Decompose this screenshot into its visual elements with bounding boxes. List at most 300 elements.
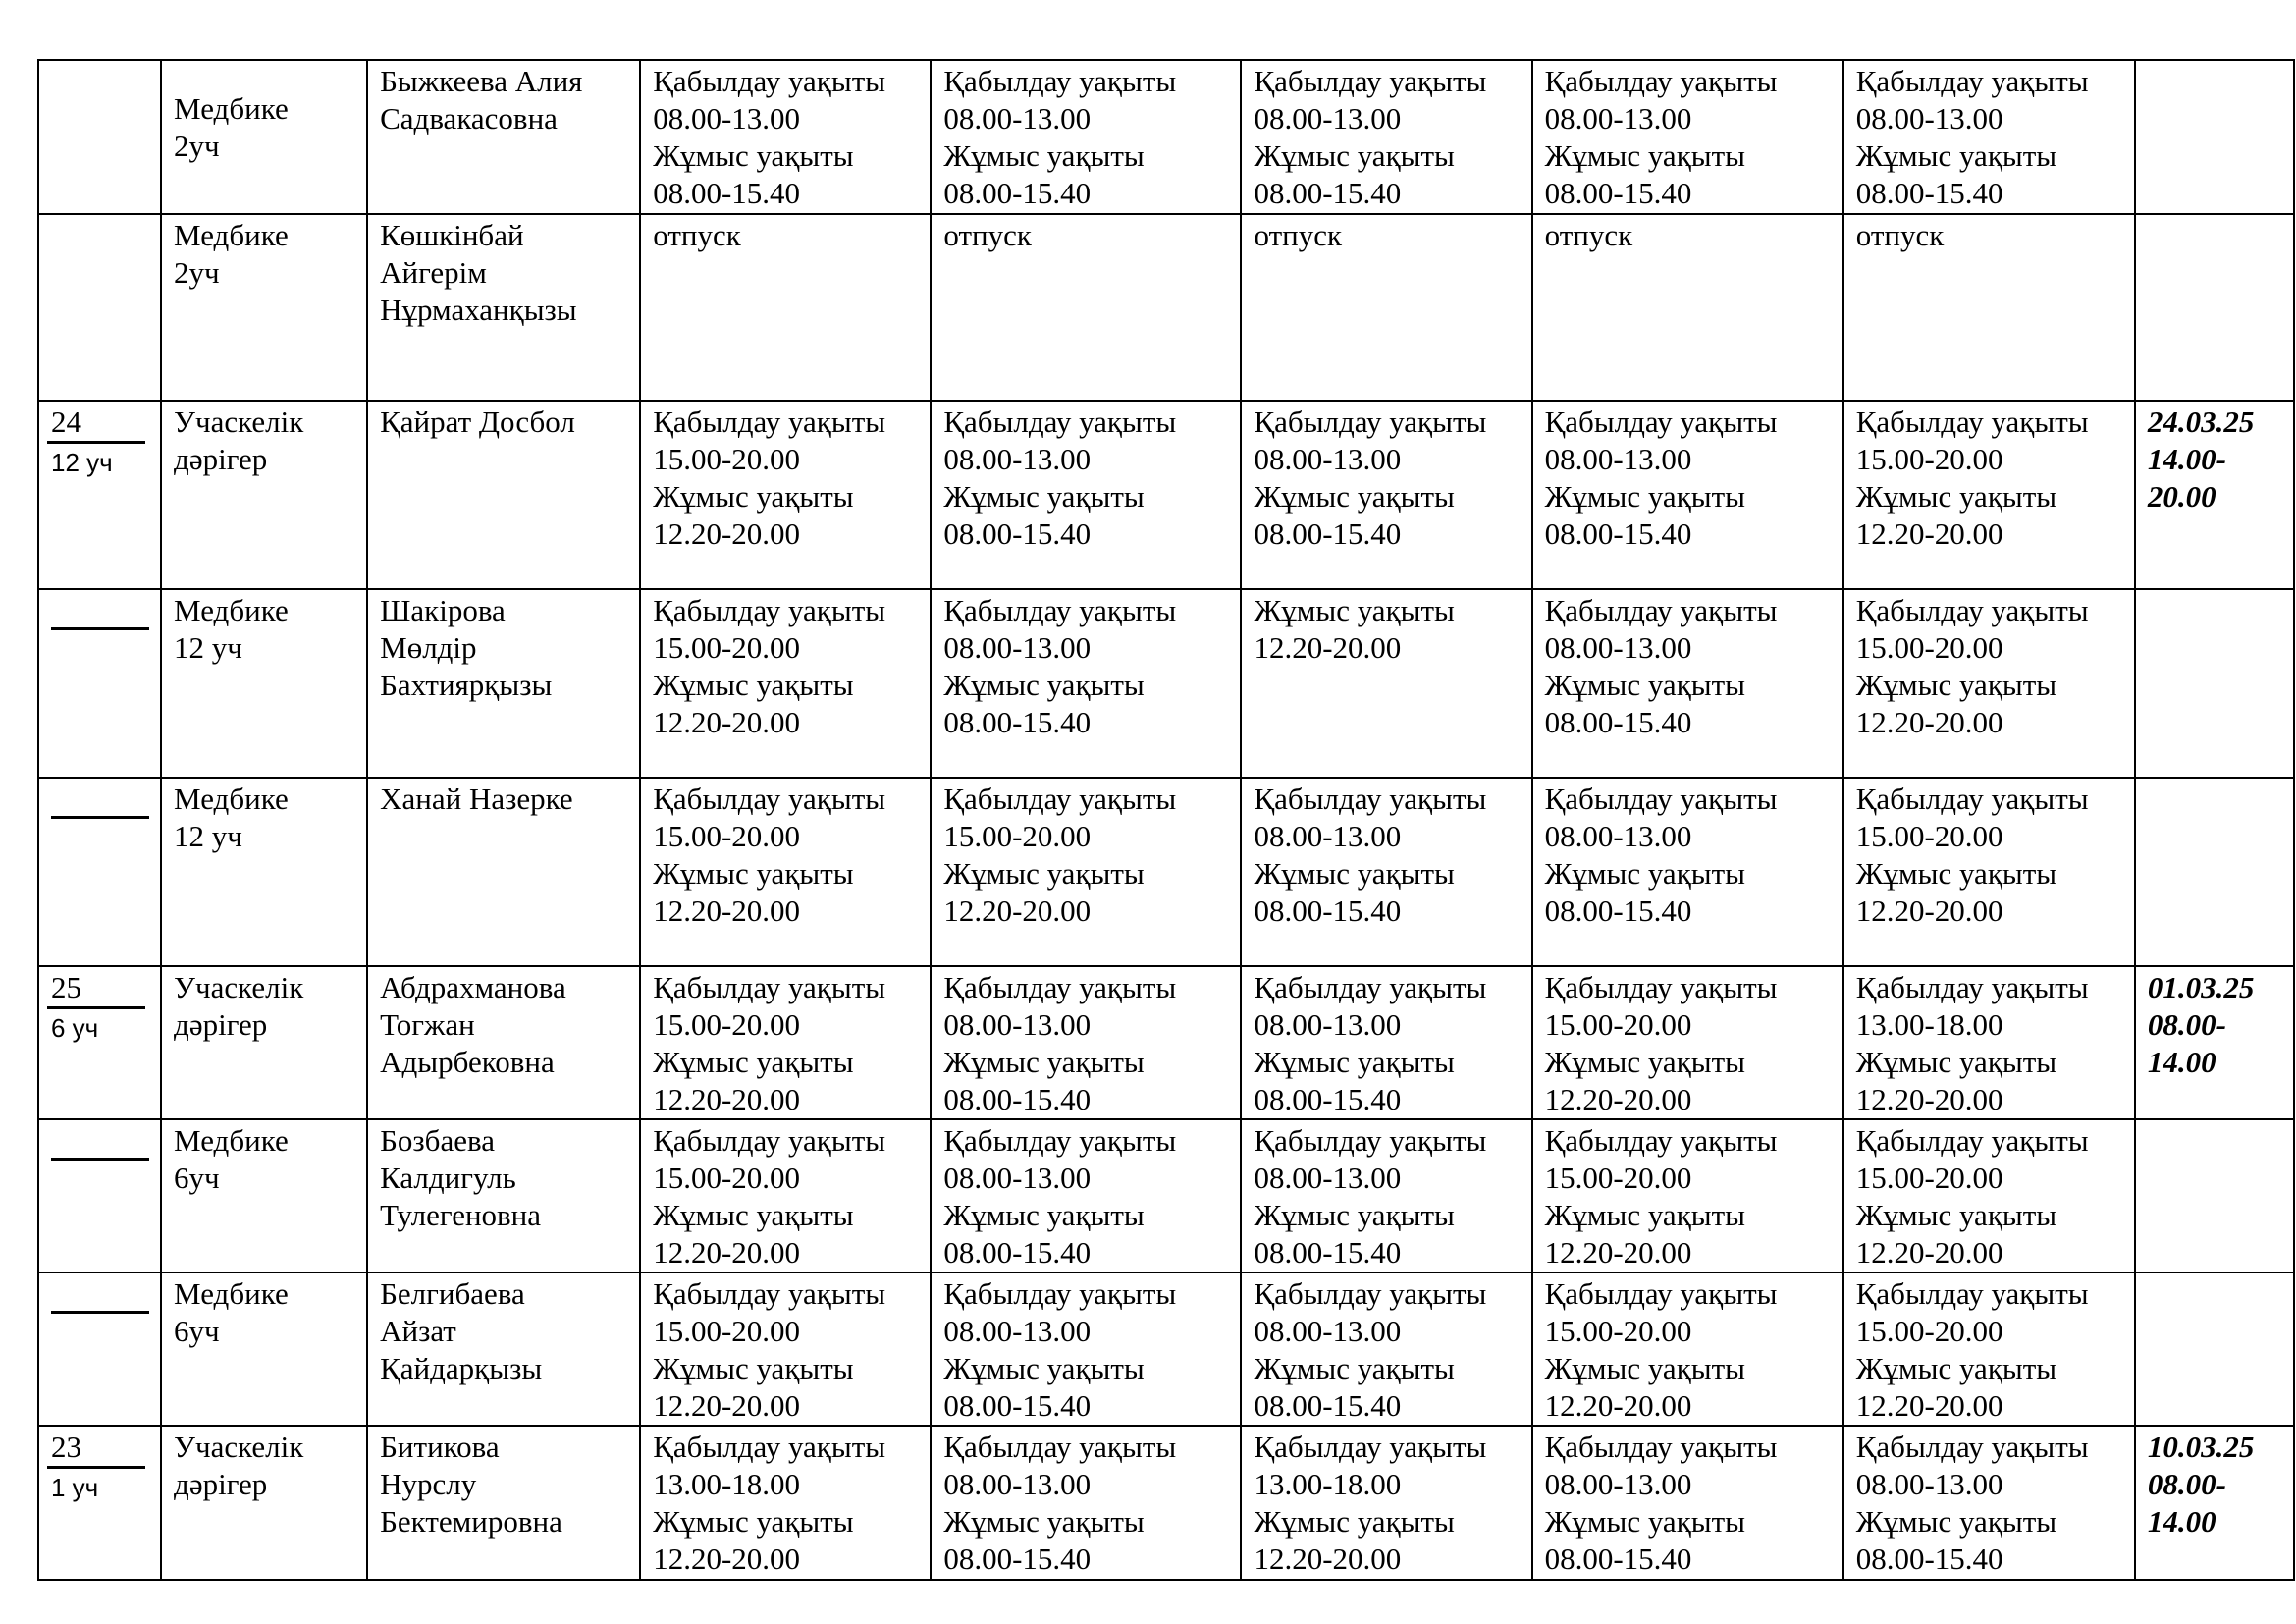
day-cell: [640, 966, 931, 1119]
role-text: Медбике: [174, 1276, 289, 1311]
schedule-text: Қабылдау уақыты: [653, 593, 886, 627]
schedule-text: Қабылдау уақыты: [653, 405, 886, 439]
schedule-text: Жұмыс уақыты: [1855, 1198, 2057, 1232]
name-text: Айзат: [380, 1314, 456, 1348]
name-cell: [367, 1119, 640, 1272]
room-cell: [38, 1426, 161, 1580]
schedule-text: Жұмыс уақыты: [1254, 593, 1455, 627]
schedule-text: 08.00-15.40: [1254, 1082, 1402, 1116]
schedule-text: 12.20-20.00: [653, 1542, 801, 1576]
dash-line: [51, 1158, 149, 1161]
schedule-text: Жұмыс уақыты: [653, 479, 854, 514]
schedule-text: Жұмыс уақыты: [943, 1045, 1145, 1079]
schedule-text: 12.20-20.00: [1544, 1082, 1692, 1116]
schedule-text: Жұмыс уақыты: [1254, 1045, 1455, 1079]
schedule-text: 08.00-15.40: [1544, 705, 1692, 739]
schedule-text: Жұмыс уақыты: [943, 1504, 1145, 1539]
schedule-text: 12.20-20.00: [1855, 516, 2003, 551]
schedule-text: Қабылдау уақыты: [1254, 1430, 1487, 1464]
name-text: Бектемировна: [380, 1504, 562, 1539]
schedule-text: 08.00-13.00: [1544, 630, 1692, 665]
role-cell: [161, 60, 367, 214]
note-cell: [2135, 589, 2294, 778]
district-label: 12 уч: [51, 448, 113, 477]
day-cell: [1532, 778, 1843, 966]
schedule-text: 12.20-20.00: [653, 516, 801, 551]
schedule-text: 08.00-15.40: [1254, 516, 1402, 551]
role-text: 12 уч: [174, 819, 242, 853]
schedule-text: 08.00-15.40: [943, 705, 1092, 739]
schedule-text: Жұмыс уақыты: [943, 479, 1145, 514]
day-cell: [1241, 966, 1531, 1119]
role-cell: [161, 778, 367, 966]
name-text: Калдигуль: [380, 1161, 516, 1195]
room-number: 23: [47, 1429, 145, 1469]
day-cell: [931, 1426, 1241, 1580]
note-cell: [2135, 1272, 2294, 1426]
schedule-text: Қабылдау уақыты: [1855, 405, 2089, 439]
schedule-text: Жұмыс уақыты: [943, 138, 1145, 173]
day-cell: [1241, 1272, 1531, 1426]
schedule-text: 15.00-20.00: [1544, 1007, 1692, 1042]
schedule-text: Қабылдау уақыты: [1544, 970, 1778, 1004]
schedule-text: 08.00-13.00: [943, 1161, 1092, 1195]
day-cell: [931, 1272, 1241, 1426]
schedule-text: Қабылдау уақыты: [1254, 1276, 1487, 1311]
schedule-text: 15.00-20.00: [1855, 819, 2003, 853]
schedule-text: Қабылдау уақыты: [653, 1430, 886, 1464]
district-label: 1 уч: [51, 1473, 99, 1502]
day-cell: [1532, 966, 1843, 1119]
schedule-text: Жұмыс уақыты: [1855, 1351, 2057, 1385]
schedule-text: Жұмыс уақыты: [1254, 479, 1455, 514]
schedule-text: 08.00-13.00: [1254, 101, 1402, 135]
room-cell: [38, 1272, 161, 1426]
schedule-row: [38, 966, 2294, 1119]
note-text: 20.00: [2147, 479, 2216, 514]
schedule-text: 08.00-13.00: [943, 101, 1092, 135]
day-cell: [640, 60, 931, 214]
dash-line: [51, 1311, 149, 1314]
note-cell: [2135, 1119, 2294, 1272]
schedule-text: Жұмыс уақыты: [943, 1351, 1145, 1385]
room-cell: [38, 1119, 161, 1272]
day-cell: [931, 60, 1241, 214]
schedule-text: Қабылдау уақыты: [1254, 970, 1487, 1004]
schedule-text: 08.00-13.00: [943, 1467, 1092, 1501]
schedule-text: 08.00-15.40: [1544, 176, 1692, 210]
schedule-text: Қабылдау уақыты: [943, 405, 1177, 439]
name-text: Мөлдір: [380, 630, 477, 665]
schedule-text: Қабылдау уақыты: [1254, 1123, 1487, 1158]
schedule-text: Жұмыс уақыты: [653, 668, 854, 702]
note-text: 14.00: [2147, 1504, 2216, 1539]
schedule-text: 12.20-20.00: [1855, 705, 2003, 739]
day-cell: [931, 1119, 1241, 1272]
schedule-text: Жұмыс уақыты: [1254, 138, 1455, 173]
schedule-text: 08.00-15.40: [1254, 176, 1402, 210]
note-cell: [2135, 966, 2294, 1119]
schedule-text: 15.00-20.00: [1544, 1161, 1692, 1195]
name-text: Тогжан: [380, 1007, 475, 1042]
schedule-row: [38, 60, 2294, 214]
schedule-text: 15.00-20.00: [653, 442, 801, 476]
schedule-text: Қабылдау уақыты: [943, 970, 1177, 1004]
schedule-text: 08.00-15.40: [943, 176, 1092, 210]
role-text: Медбике: [174, 218, 289, 252]
schedule-text: Жұмыс уақыты: [653, 1198, 854, 1232]
schedule-text: 08.00-13.00: [943, 442, 1092, 476]
role-cell: [161, 401, 367, 589]
name-text: Садвакасовна: [380, 101, 558, 135]
room-number: 25: [47, 969, 145, 1009]
schedule-text: Қабылдау уақыты: [1544, 405, 1778, 439]
schedule-text: Жұмыс уақыты: [1544, 1198, 1745, 1232]
note-text: 14.00-: [2147, 442, 2226, 476]
schedule-text: 08.00-13.00: [1254, 1161, 1402, 1195]
schedule-text: 08.00-15.40: [943, 516, 1092, 551]
note-text: 24.03.25: [2147, 405, 2255, 439]
note-cell: [2135, 778, 2294, 966]
day-cell: [1241, 589, 1531, 778]
day-cell: [931, 778, 1241, 966]
name-cell: [367, 966, 640, 1119]
schedule-row: [38, 1119, 2294, 1272]
schedule-text: Қабылдау уақыты: [943, 64, 1177, 98]
room-cell: [38, 778, 161, 966]
schedule-text: 08.00-13.00: [1544, 101, 1692, 135]
name-text: Тулегеновна: [380, 1198, 542, 1232]
day-cell: [1241, 214, 1531, 401]
schedule-text: 15.00-20.00: [653, 1161, 801, 1195]
role-text: Медбике: [174, 91, 289, 126]
schedule-text: 12.20-20.00: [653, 893, 801, 928]
schedule-text: Жұмыс уақыты: [1544, 668, 1745, 702]
name-text: Қайдарқызы: [380, 1351, 543, 1385]
day-cell: [640, 589, 931, 778]
schedule-row: [38, 401, 2294, 589]
schedule-text: 08.00-13.00: [943, 630, 1092, 665]
note-text: 08.00-: [2147, 1467, 2226, 1501]
note-text: 08.00-: [2147, 1007, 2226, 1042]
schedule-text: 08.00-13.00: [1544, 819, 1692, 853]
schedule-text: Жұмыс уақыты: [1544, 479, 1745, 514]
role-cell: [161, 589, 367, 778]
schedule-text: 08.00-13.00: [1254, 1314, 1402, 1348]
name-text: Адырбековна: [380, 1045, 555, 1079]
note-cell: [2135, 214, 2294, 401]
name-text: Бозбаева: [380, 1123, 495, 1158]
schedule-text: Жұмыс уақыты: [1855, 856, 2057, 891]
schedule-text: 08.00-13.00: [943, 1007, 1092, 1042]
name-cell: [367, 778, 640, 966]
schedule-text: 12.20-20.00: [1855, 1082, 2003, 1116]
day-cell: [1843, 1426, 2135, 1580]
day-cell: [1843, 214, 2135, 401]
schedule-text: 13.00-18.00: [1855, 1007, 2003, 1042]
schedule-text: Жұмыс уақыты: [1855, 1045, 2057, 1079]
schedule-text: Жұмыс уақыты: [653, 1351, 854, 1385]
schedule-text: 08.00-15.40: [943, 1235, 1092, 1270]
schedule-text: Жұмыс уақыты: [943, 856, 1145, 891]
day-cell: [1532, 589, 1843, 778]
schedule-text: 12.20-20.00: [943, 893, 1092, 928]
day-cell: [1532, 1426, 1843, 1580]
schedule-text: 12.20-20.00: [1855, 893, 2003, 928]
schedule-text: Қабылдау уақыты: [1544, 64, 1778, 98]
day-cell: [931, 401, 1241, 589]
schedule-row: [38, 1272, 2294, 1426]
room-number: 24: [47, 404, 145, 444]
schedule-text: 12.20-20.00: [653, 705, 801, 739]
schedule-text: 08.00-13.00: [1254, 819, 1402, 853]
day-cell: [1843, 1272, 2135, 1426]
role-text: 6уч: [174, 1314, 220, 1348]
schedule-text: Қабылдау уақыты: [1544, 782, 1778, 816]
note-text: 10.03.25: [2147, 1430, 2255, 1464]
schedule-text: Жұмыс уақыты: [1544, 856, 1745, 891]
day-cell: [931, 966, 1241, 1119]
day-cell: [1843, 401, 2135, 589]
name-cell: [367, 589, 640, 778]
schedule-text: 12.20-20.00: [1855, 1235, 2003, 1270]
schedule-text: 08.00-15.40: [1544, 516, 1692, 551]
schedule-text: отпуск: [653, 218, 741, 252]
schedule-text: Жұмыс уақыты: [1855, 479, 2057, 514]
schedule-text: Қабылдау уақыты: [1544, 1123, 1778, 1158]
role-text: Медбике: [174, 1123, 289, 1158]
name-text: Нұрмаханқызы: [380, 293, 577, 327]
name-text: Быжкеева Алия: [380, 64, 583, 98]
schedule-text: 08.00-15.40: [1254, 893, 1402, 928]
name-text: Көшкінбай: [380, 218, 524, 252]
day-cell: [1532, 60, 1843, 214]
schedule-row: [38, 1426, 2294, 1580]
name-text: Айгерім: [380, 255, 487, 290]
schedule-text: 08.00-15.40: [1544, 1542, 1692, 1576]
day-cell: [1843, 778, 2135, 966]
district-label: 6 уч: [51, 1013, 99, 1043]
role-text: дәрігер: [174, 1007, 268, 1042]
day-cell: [931, 589, 1241, 778]
name-text: Қайрат Досбол: [380, 405, 575, 439]
name-cell: [367, 401, 640, 589]
schedule-text: 08.00-15.40: [1855, 176, 2003, 210]
schedule-text: 08.00-15.40: [1544, 893, 1692, 928]
schedule-text: Қабылдау уақыты: [943, 1123, 1177, 1158]
schedule-text: Жұмыс уақыты: [1254, 856, 1455, 891]
day-cell: [1241, 1426, 1531, 1580]
schedule-row: [38, 589, 2294, 778]
schedule-text: Қабылдау уақыты: [943, 593, 1177, 627]
schedule-text: Жұмыс уақыты: [653, 856, 854, 891]
name-text: Ханай Назерке: [380, 782, 573, 816]
schedule-text: Қабылдау уақыты: [653, 1276, 886, 1311]
schedule-text: Жұмыс уақыты: [1544, 1045, 1745, 1079]
day-cell: [1241, 401, 1531, 589]
schedule-text: Қабылдау уақыты: [1254, 782, 1487, 816]
schedule-text: 08.00-15.40: [1254, 1235, 1402, 1270]
room-cell: [38, 589, 161, 778]
day-cell: [1843, 1119, 2135, 1272]
schedule-text: Қабылдау уақыты: [1544, 593, 1778, 627]
schedule-text: 15.00-20.00: [653, 630, 801, 665]
schedule-text: 15.00-20.00: [1544, 1314, 1692, 1348]
role-cell: [161, 214, 367, 401]
schedule-text: 08.00-13.00: [943, 1314, 1092, 1348]
schedule-text: Қабылдау уақыты: [1855, 1123, 2089, 1158]
room-cell: [38, 214, 161, 401]
schedule-text: 12.20-20.00: [1254, 630, 1402, 665]
day-cell: [640, 1426, 931, 1580]
schedule-text: отпуск: [943, 218, 1032, 252]
schedule-text: 08.00-13.00: [1855, 101, 2003, 135]
schedule-text: Жұмыс уақыты: [1855, 668, 2057, 702]
role-text: 12 уч: [174, 630, 242, 665]
schedule-text: 13.00-18.00: [653, 1467, 801, 1501]
schedule-text: 12.20-20.00: [1855, 1388, 2003, 1423]
day-cell: [1843, 60, 2135, 214]
day-cell: [1532, 401, 1843, 589]
day-cell: [1532, 1119, 1843, 1272]
schedule-text: Қабылдау уақыты: [943, 782, 1177, 816]
schedule-text: Қабылдау уақыты: [1544, 1430, 1778, 1464]
schedule-text: 08.00-13.00: [1254, 1007, 1402, 1042]
schedule-text: Қабылдау уақыты: [653, 1123, 886, 1158]
name-text: Шакірова: [380, 593, 506, 627]
schedule-text: Жұмыс уақыты: [1254, 1198, 1455, 1232]
schedule-text: Қабылдау уақыты: [943, 1430, 1177, 1464]
day-cell: [1241, 60, 1531, 214]
day-cell: [640, 1272, 931, 1426]
schedule-text: 08.00-15.40: [653, 176, 801, 210]
note-text: 01.03.25: [2147, 970, 2255, 1004]
role-text: дәрігер: [174, 442, 268, 476]
schedule-text: 15.00-20.00: [1855, 630, 2003, 665]
role-text: Учаскелік: [174, 970, 304, 1004]
schedule-text: Қабылдау уақыты: [653, 782, 886, 816]
schedule-text: Қабылдау уақыты: [943, 1276, 1177, 1311]
schedule-text: Қабылдау уақыты: [653, 970, 886, 1004]
schedule-text: Қабылдау уақыты: [1254, 64, 1487, 98]
schedule-text: отпуск: [1254, 218, 1343, 252]
dash-line: [51, 627, 149, 630]
name-text: Бахтиярқызы: [380, 668, 553, 702]
day-cell: [640, 401, 931, 589]
schedule-rows: [38, 60, 2294, 1580]
schedule-text: 12.20-20.00: [653, 1082, 801, 1116]
day-cell: [640, 778, 931, 966]
name-cell: [367, 1426, 640, 1580]
day-cell: [1532, 214, 1843, 401]
role-text: Учаскелік: [174, 405, 304, 439]
schedule-text: 15.00-20.00: [653, 819, 801, 853]
role-cell: [161, 1272, 367, 1426]
schedule-text: 12.20-20.00: [1254, 1542, 1402, 1576]
schedule-text: Қабылдау уақыты: [1855, 1276, 2089, 1311]
schedule-text: 08.00-15.40: [1254, 1388, 1402, 1423]
schedule-text: 13.00-18.00: [1254, 1467, 1402, 1501]
schedule-text: 08.00-13.00: [1544, 1467, 1692, 1501]
schedule-text: 08.00-13.00: [653, 101, 801, 135]
role-cell: [161, 1119, 367, 1272]
schedule-text: 08.00-13.00: [1544, 442, 1692, 476]
schedule-text: 15.00-20.00: [653, 1314, 801, 1348]
name-cell: [367, 60, 640, 214]
day-cell: [1241, 778, 1531, 966]
day-cell: [640, 214, 931, 401]
note-cell: [2135, 401, 2294, 589]
schedule-text: Жұмыс уақыты: [943, 668, 1145, 702]
schedule-text: Жұмыс уақыты: [1544, 1351, 1745, 1385]
room-cell: [38, 966, 161, 1119]
schedule-text: Қабылдау уақыты: [1855, 782, 2089, 816]
role-text: 2уч: [174, 129, 220, 163]
name-text: Белгибаева: [380, 1276, 525, 1311]
name-text: Абдрахманова: [380, 970, 566, 1004]
schedule-text: Қабылдау уақыты: [653, 64, 886, 98]
schedule-text: Қабылдау уақыты: [1254, 405, 1487, 439]
schedule-text: Жұмыс уақыты: [1254, 1351, 1455, 1385]
day-cell: [640, 1119, 931, 1272]
note-cell: [2135, 1426, 2294, 1580]
schedule-text: Жұмыс уақыты: [1544, 1504, 1745, 1539]
schedule-text: Қабылдау уақыты: [1855, 64, 2089, 98]
role-text: 6уч: [174, 1161, 220, 1195]
schedule-text: Қабылдау уақыты: [1544, 1276, 1778, 1311]
name-cell: [367, 214, 640, 401]
schedule-text: Жұмыс уақыты: [1855, 138, 2057, 173]
schedule-text: 08.00-13.00: [1254, 442, 1402, 476]
schedule-text: 12.20-20.00: [653, 1235, 801, 1270]
name-text: Битикова: [380, 1430, 500, 1464]
schedule-text: 15.00-20.00: [1855, 442, 2003, 476]
schedule-row: [38, 778, 2294, 966]
note-text: 14.00: [2147, 1045, 2216, 1079]
schedule-text: 08.00-13.00: [1855, 1467, 2003, 1501]
name-cell: [367, 1272, 640, 1426]
schedule-text: Қабылдау уақыты: [1855, 1430, 2089, 1464]
schedule-text: Жұмыс уақыты: [653, 1045, 854, 1079]
schedule-text: отпуск: [1855, 218, 1945, 252]
schedule-text: Жұмыс уақыты: [653, 138, 854, 173]
schedule-text: 15.00-20.00: [1855, 1161, 2003, 1195]
schedule-text: 08.00-15.40: [943, 1388, 1092, 1423]
role-text: Учаскелік: [174, 1430, 304, 1464]
schedule-text: Жұмыс уақыты: [1544, 138, 1745, 173]
schedule-text: Жұмыс уақыты: [1254, 1504, 1455, 1539]
schedule-table: [37, 59, 2295, 1581]
role-text: 2уч: [174, 255, 220, 290]
schedule-text: Қабылдау уақыты: [1855, 970, 2089, 1004]
schedule-text: 12.20-20.00: [1544, 1235, 1692, 1270]
dash-line: [51, 816, 149, 819]
schedule-text: 08.00-15.40: [943, 1542, 1092, 1576]
day-cell: [931, 214, 1241, 401]
schedule-text: Жұмыс уақыты: [943, 1198, 1145, 1232]
room-cell: [38, 60, 161, 214]
schedule-text: Қабылдау уақыты: [1855, 593, 2089, 627]
room-cell: [38, 401, 161, 589]
role-text: Медбике: [174, 593, 289, 627]
day-cell: [1843, 589, 2135, 778]
day-cell: [1241, 1119, 1531, 1272]
role-text: Медбике: [174, 782, 289, 816]
schedule-text: 08.00-15.40: [1855, 1542, 2003, 1576]
role-cell: [161, 966, 367, 1119]
schedule-text: 15.00-20.00: [653, 1007, 801, 1042]
schedule-text: 08.00-15.40: [943, 1082, 1092, 1116]
